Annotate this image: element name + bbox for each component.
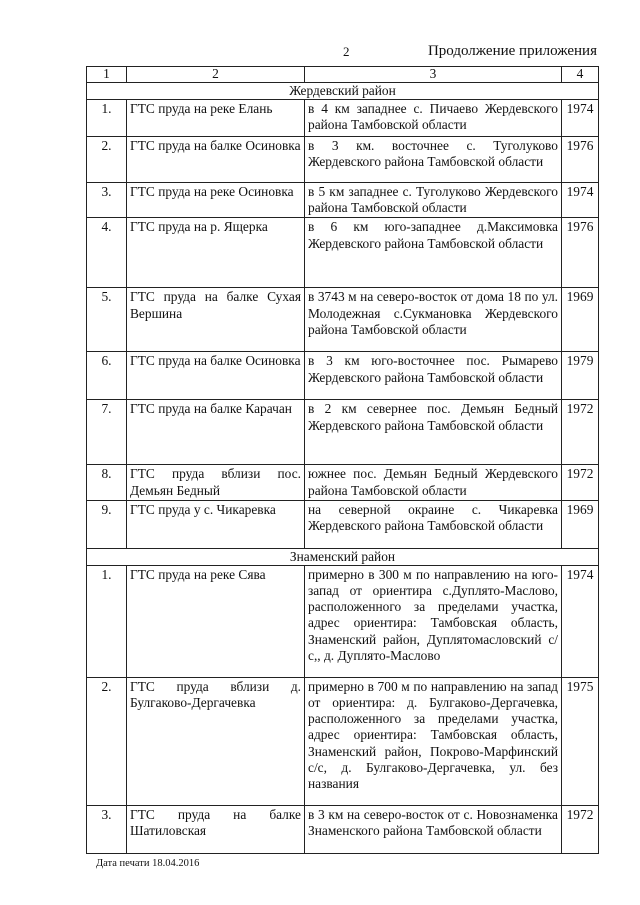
structure-location: в 3743 м на северо-восток от дома 18 по ул. Молодежная с.Сукмановка Жердевского района Тамбовской области xyxy=(305,288,562,352)
structure-name: ГТС пруда вблизи д. Булгаково-Дергачевка xyxy=(127,677,305,805)
table-row xyxy=(87,805,599,853)
district-header-row xyxy=(87,548,599,565)
structure-name: ГТС пруда вблизи пос. Демьян Бедный xyxy=(127,465,305,500)
table-row xyxy=(87,288,599,352)
construction-year: 1974 xyxy=(562,100,599,137)
table-row xyxy=(87,218,599,288)
structure-name: ГТС пруда на балке Осиновка xyxy=(127,137,305,183)
row-number: 5. xyxy=(87,288,127,352)
structure-location: на северной окраине с. Чикаревка Жердевского района Тамбовской области xyxy=(305,500,562,548)
row-number: 1. xyxy=(87,100,127,137)
row-number: 7. xyxy=(87,400,127,465)
structure-location: в 3 км на северо-восток от с. Новознаменка Знаменского района Тамбовской области xyxy=(305,805,562,853)
column-number-cell: 2 xyxy=(127,67,305,83)
table-row xyxy=(87,352,599,400)
structure-location: примерно в 700 м по направлению на запад от ориентира: д. Булгаково-Дергачевка, расположенного за пределами участка, адрес ориентира: Тамбовская область, Знаменский район, Покрово-Марфинский с/с, д. Булгаково-Дергачевка, ул. без названия xyxy=(305,677,562,805)
structure-name: ГТС пруда на р. Ящерка xyxy=(127,218,305,288)
structure-name: ГТС пруда на реке Елань xyxy=(127,100,305,137)
column-number-row xyxy=(87,67,599,83)
construction-year: 1972 xyxy=(562,400,599,465)
structure-name: ГТС пруда на реке Осиновка xyxy=(127,183,305,218)
construction-year: 1979 xyxy=(562,352,599,400)
district-name: Знаменский район xyxy=(87,548,599,565)
structure-location: южнее пос. Демьян Бедный Жердевского района Тамбовской области xyxy=(305,465,562,500)
row-number: 3. xyxy=(87,183,127,218)
construction-year: 1974 xyxy=(562,183,599,218)
construction-year: 1974 xyxy=(562,565,599,677)
structure-location: в 5 км западнее с. Туголуково Жердевского района Тамбовской области xyxy=(305,183,562,218)
table-row xyxy=(87,100,599,137)
appendix-continuation-title: Продолжение приложения xyxy=(427,43,597,59)
page-number: 2 xyxy=(343,44,350,59)
structure-name: ГТС пруда на балке Осиновка xyxy=(127,352,305,400)
structure-name: ГТС пруда на балке Шатиловская xyxy=(127,805,305,853)
table-row xyxy=(87,137,599,183)
row-number: 4. xyxy=(87,218,127,288)
structure-location: примерно в 300 м по направлению на юго-запад от ориентира с.Дуплято-Маслово, расположенного за пределами участка, адрес ориентира: Тамбовская область, Знаменский район, Дуплятомасловский с/с,, д. Дуплято-Маслово xyxy=(305,565,562,677)
construction-year: 1976 xyxy=(562,218,599,288)
row-number: 2. xyxy=(87,677,127,805)
structure-name: ГТС пруда на балке Карачан xyxy=(127,400,305,465)
hydraulic-structures-table xyxy=(86,66,599,854)
table-row xyxy=(87,565,599,677)
structure-location: в 3 км. восточнее с. Туголуково Жердевского района Тамбовской области xyxy=(305,137,562,183)
print-date: Дата печати 18.04.2016 xyxy=(96,858,200,869)
district-name: Жердевский район xyxy=(87,83,599,100)
row-number: 6. xyxy=(87,352,127,400)
table-row xyxy=(87,465,599,500)
row-number: 8. xyxy=(87,465,127,500)
construction-year: 1972 xyxy=(562,465,599,500)
structure-name: ГТС пруда на реке Сява xyxy=(127,565,305,677)
structure-name: ГТС пруда на балке Сухая Вершина xyxy=(127,288,305,352)
construction-year: 1972 xyxy=(562,805,599,853)
table-row xyxy=(87,677,599,805)
column-number-cell: 4 xyxy=(562,67,599,83)
row-number: 9. xyxy=(87,500,127,548)
structure-name: ГТС пруда у с. Чикаревка xyxy=(127,500,305,548)
table-row xyxy=(87,500,599,548)
construction-year: 1976 xyxy=(562,137,599,183)
structure-location: в 2 км севернее пос. Демьян Бедный Жердевского района Тамбовской области xyxy=(305,400,562,465)
row-number: 1. xyxy=(87,565,127,677)
district-header-row xyxy=(87,83,599,100)
construction-year: 1975 xyxy=(562,677,599,805)
structure-location: в 6 км юго-западнее д.Максимовка Жердевского района Тамбовской области xyxy=(305,218,562,288)
column-number-cell: 1 xyxy=(87,67,127,83)
table-row xyxy=(87,400,599,465)
row-number: 2. xyxy=(87,137,127,183)
structure-location: в 4 км западнее с. Пичаево Жердевского района Тамбовской области xyxy=(305,100,562,137)
construction-year: 1969 xyxy=(562,500,599,548)
construction-year: 1969 xyxy=(562,288,599,352)
row-number: 3. xyxy=(87,805,127,853)
structure-location: в 3 км юго-восточнее пос. Рымарево Жердевского района Тамбовской области xyxy=(305,352,562,400)
table-row xyxy=(87,183,599,218)
column-number-cell: 3 xyxy=(305,67,562,83)
